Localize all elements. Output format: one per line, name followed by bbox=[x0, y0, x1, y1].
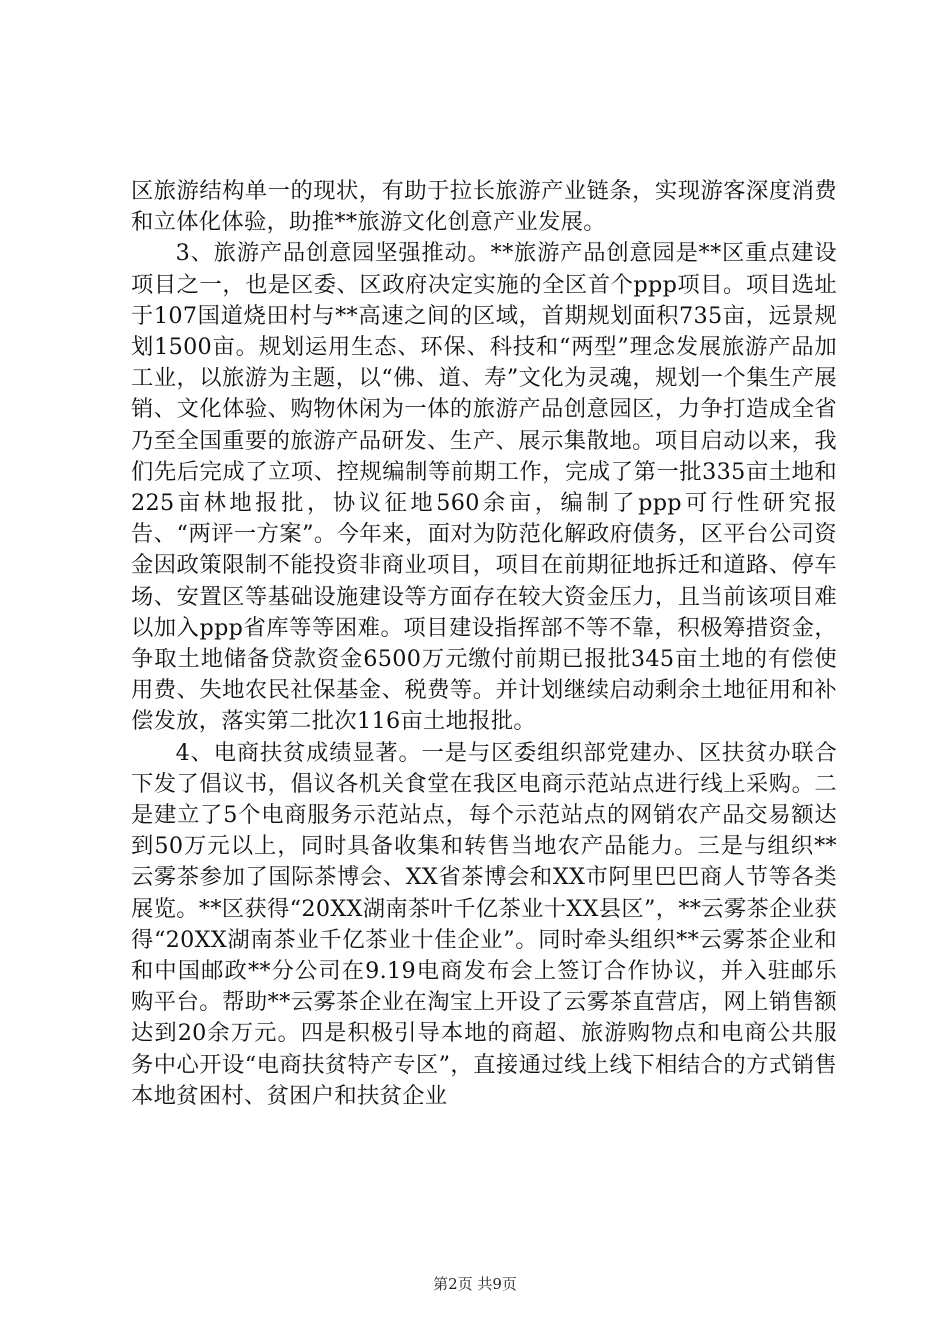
paragraph-item-3: 3、旅游产品创意园坚强推动。**旅游产品创意园是**区重点建设项目之一，也是区委、区政府决定实施的全区首个ppp项目。项目选址于107国道烧田村与**高速之间的区域，首期规划面积735亩，远景规划1500亩。规划运用生态、环保、科技和“两型”理念发展旅游产品加工业，以旅游为主题，以“佛、道、寿”文化为灵魂，规划一个集生产展销、文化体验、购物休闲为一体的旅游产品创意园区，力争打造成全省乃至全国重要的旅游产品研发、生产、展示集散地。项目启动以来，我们先后完成了立项、控规编制等前期工作，完成了第一批335亩土地和225亩林地报批，协议征地560余亩，编制了ppp可行性研究报告、“两评一方案”。今年来，面对为防范化解政府债务，区平台公司资金因政策限制不能投资非商业项目，项目在前期征地拆迁和道路、停车场、安置区等基础设施建设等方面存在较大资金压力，且当前该项目难以加入ppp省库等等困难。项目建设指挥部不等不靠，积极筹措资金，争取土地储备贷款资金6500万元缴付前期已报批345亩土地的有偿使用费、失地农民社保基金、税费等。并计划继续启动剩余土地征用和补偿发放，落实第二批次116亩土地报批。 bbox=[131, 240, 837, 735]
page-footer: 第2页 共9页 bbox=[433, 1275, 517, 1293]
document-body bbox=[131, 176, 837, 1112]
paragraph-continued: 区旅游结构单一的现状，有助于拉长旅游产业链条，实现游客深度消费和立体化体验，助推**旅游文化创意产业发展。 bbox=[131, 178, 837, 236]
paragraph-item-4: 4、电商扶贫成绩显著。一是与区委组织部党建办、区扶贫办联合下发了倡议书，倡议各机关食堂在我区电商示范站点进行线上采购。二是建立了5个电商服务示范站点，每个示范站点的网销农产品交易额达到50万元以上，同时具备收集和转售当地农产品能力。三是与组织**云雾茶参加了国际茶博会、XX省茶博会和XX市阿里巴巴商人节等各类展览。**区获得“20XX湖南茶叶千亿茶业十XX县区”，**云雾茶企业获得“20XX湖南茶业千亿茶业十佳企业”。同时牵头组织**云雾茶企业和和中国邮政**分公司在9.19电商发布会上签订合作协议，并入驻邮乐购平台。帮助**云雾茶企业在淘宝上开设了云雾茶直营店，网上销售额达到20余万元。四是积极引导本地的商超、旅游购物点和电商公共服务中心开设“电商扶贫特产专区”，直接通过线上线下相结合的方式销售本地贫困村、贫困户和扶贫企业 bbox=[131, 739, 837, 1109]
